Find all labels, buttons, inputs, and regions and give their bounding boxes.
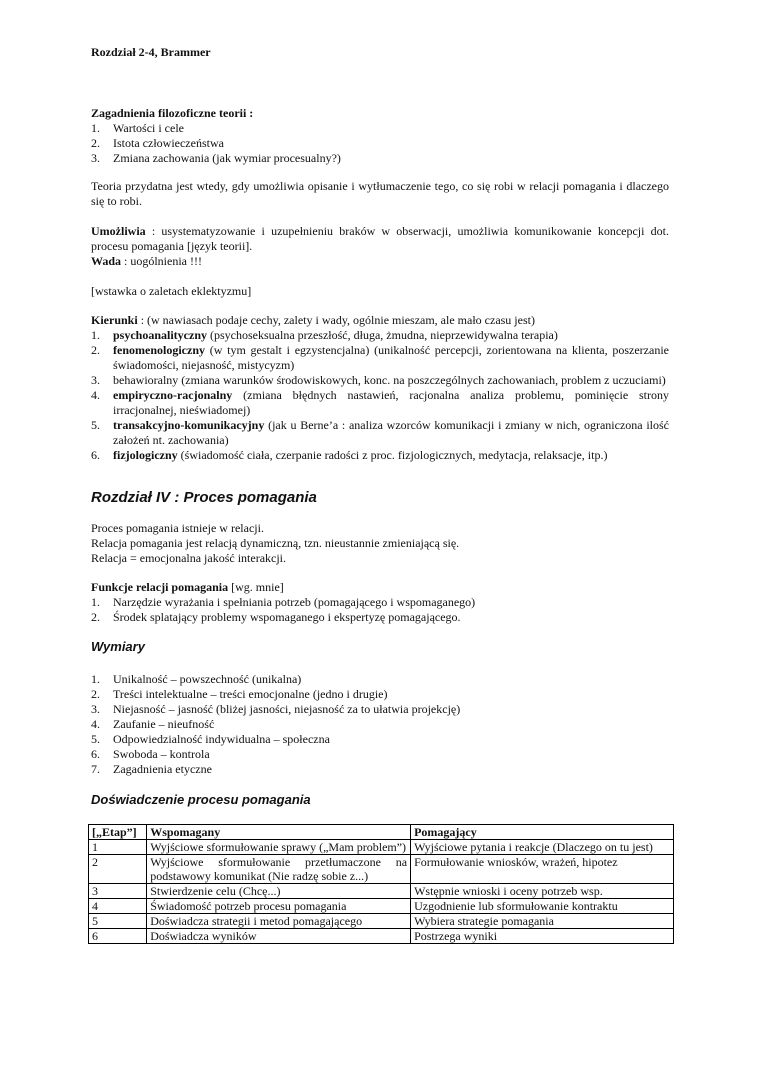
table-cell: Stwierdzenie celu (Chcę...) xyxy=(147,884,411,899)
enables-label: Umożliwia xyxy=(91,224,146,238)
table-cell: Doświadcza wyników xyxy=(147,929,411,944)
list-item: 2. Środek splatający problemy wspomaganego i ekspertyzę pomagającego. xyxy=(91,610,461,624)
table-header-row xyxy=(89,825,674,840)
list-item: 2. fenomenologiczny (w tym gestalt i egzystencjalna) (unikalność percepcji, zorientowana na klienta, poszerzanie świadomości, niejasność, mistycyzm) xyxy=(91,343,669,372)
table-row xyxy=(89,840,674,855)
directions-list xyxy=(91,328,669,463)
table-cell: Uzgodnienie lub sformułowanie kontraktu xyxy=(411,899,674,914)
insert-note: [wstawka o zaletach eklektyzmu] xyxy=(91,284,252,298)
philosophical-list xyxy=(91,121,669,166)
directions-section xyxy=(91,313,669,463)
table-header-cell: [„Etap”] xyxy=(89,825,147,840)
table-row xyxy=(89,855,674,884)
theory-paragraph: Teoria przydatna jest wtedy, gdy umożliwia opisanie i wytłumaczenie tego, co się robi w relacji pomagania i dlaczego się to robi. xyxy=(91,179,669,208)
table-cell: Formułowanie wniosków, wrażeń, hipotez xyxy=(411,855,674,884)
list-item: 4. empiryczno-racjonalny (zmiana błędnych nastawień, racjonalna analiza problemu, pominięcie strony irracjonalnej, nieświadomej) xyxy=(91,388,669,417)
directions-intro: Kierunki : (w nawiasach podaje cechy, zalety i wady, ogólnie mieszam, ale mało czasu jest) xyxy=(91,313,535,327)
philosophical-heading: Zagadnienia filozoficzne teorii : xyxy=(91,106,254,120)
list-item: 5. Odpowiedzialność indywidualna – społeczna xyxy=(91,732,330,746)
dimensions-list xyxy=(91,672,669,777)
chapter-heading: Rozdział IV : Proces pomagania xyxy=(91,489,317,506)
table-cell: 4 xyxy=(89,899,147,914)
document-title: Rozdział 2-4, Brammer xyxy=(91,45,211,59)
philosophical-section xyxy=(91,106,669,166)
table-header-cell: Pomagający xyxy=(411,825,674,840)
functions-section xyxy=(91,580,669,625)
enables-paragraph: Umożliwia : usystematyzowanie i uzupełnieniu braków w obserwacji, umożliwia komunikowanie koncepcji dot. procesu pomagania [język teorii]. xyxy=(91,224,669,253)
process-table xyxy=(88,824,674,944)
dimensions-section xyxy=(91,672,669,777)
list-item: 1. Unikalność – powszechność (unikalna) xyxy=(91,672,302,686)
table-cell: 5 xyxy=(89,914,147,929)
list-item: 1. psychoanalityczny (psychoseksualna przeszłość, długa, żmudna, nieprzewidywalna terapia) xyxy=(91,328,558,342)
table-cell: Wyjściowe sformułowanie sprawy („Mam problem”) xyxy=(147,840,411,855)
table-cell: 1 xyxy=(89,840,147,855)
table-cell: Wybiera strategie pomagania xyxy=(411,914,674,929)
table-cell: 2 xyxy=(89,855,147,884)
table-row xyxy=(89,929,674,944)
list-item: 3. Zmiana zachowania (jak wymiar procesualny?) xyxy=(91,151,341,165)
list-item: 7. Zagadnienia etyczne xyxy=(91,762,212,776)
functions-list xyxy=(91,595,669,625)
table-cell: Wyjściowe sformułowanie przetłumaczone na podstawowy komunikat (Nie radzę sobie z...) xyxy=(147,855,411,884)
list-item: 4. Zaufanie – nieufność xyxy=(91,717,215,731)
list-item: 5. transakcyjno-komunikacyjny (jak u Berne’a : analiza wzorców komunikacji i zmiany w nich, ograniczona ilość założeń nt. zachowania) xyxy=(91,418,669,447)
list-item: 3. Niejasność – jasność (bliżej jasności, niejasność za to ułatwia projekcję) xyxy=(91,702,461,716)
chapter-intro: Proces pomagania istnieje w relacji. Relacja pomagania jest relacją dynamiczną, tzn. nieustannie zmieniającą się. Relacja = emocjonalna jakość interakcji. xyxy=(91,521,460,565)
table-cell: Świadomość potrzeb procesu pomagania xyxy=(147,899,411,914)
table-row xyxy=(89,899,674,914)
table-cell: Wyjściowe pytania i reakcje (Dlaczego on tu jest) xyxy=(411,840,674,855)
list-item: 2. Istota człowieczeństwa xyxy=(91,136,224,150)
functions-heading: Funkcje relacji pomagania [wg. mnie] xyxy=(91,580,284,594)
list-item: 1. Narzędzie wyrażania i spełniania potrzeb (pomagającego i wspomaganego) xyxy=(91,595,476,609)
list-item: 3. behawioralny (zmiana warunków środowiskowych, konc. na poszczególnych zachowaniach, problem z uczuciami) xyxy=(91,373,666,387)
table-cell: 3 xyxy=(89,884,147,899)
list-item: 1. Wartości i cele xyxy=(91,121,184,135)
table-cell: 6 xyxy=(89,929,147,944)
flaw-line: Wada : uogólnienia !!! xyxy=(91,254,202,268)
flaw-label: Wada xyxy=(91,254,122,268)
list-item: 6. fizjologiczny (świadomość ciała, czerpanie radości z proc. fizjologicznych, medytacja, relaksacje, itp.) xyxy=(91,448,608,462)
table-cell: Doświadcza strategii i metod pomagającego xyxy=(147,914,411,929)
experience-heading: Doświadczenie procesu pomagania xyxy=(91,792,311,807)
table-cell: Wstępnie wnioski i oceny potrzeb wsp. xyxy=(411,884,674,899)
table-row xyxy=(89,914,674,929)
dimensions-heading: Wymiary xyxy=(91,639,145,654)
list-item: 2. Treści intelektualne – treści emocjonalne (jedno i drugie) xyxy=(91,687,388,701)
table-header-cell: Wspomagany xyxy=(147,825,411,840)
list-item: 6. Swoboda – kontrola xyxy=(91,747,210,761)
table-row xyxy=(89,884,674,899)
table-cell: Postrzega wyniki xyxy=(411,929,674,944)
